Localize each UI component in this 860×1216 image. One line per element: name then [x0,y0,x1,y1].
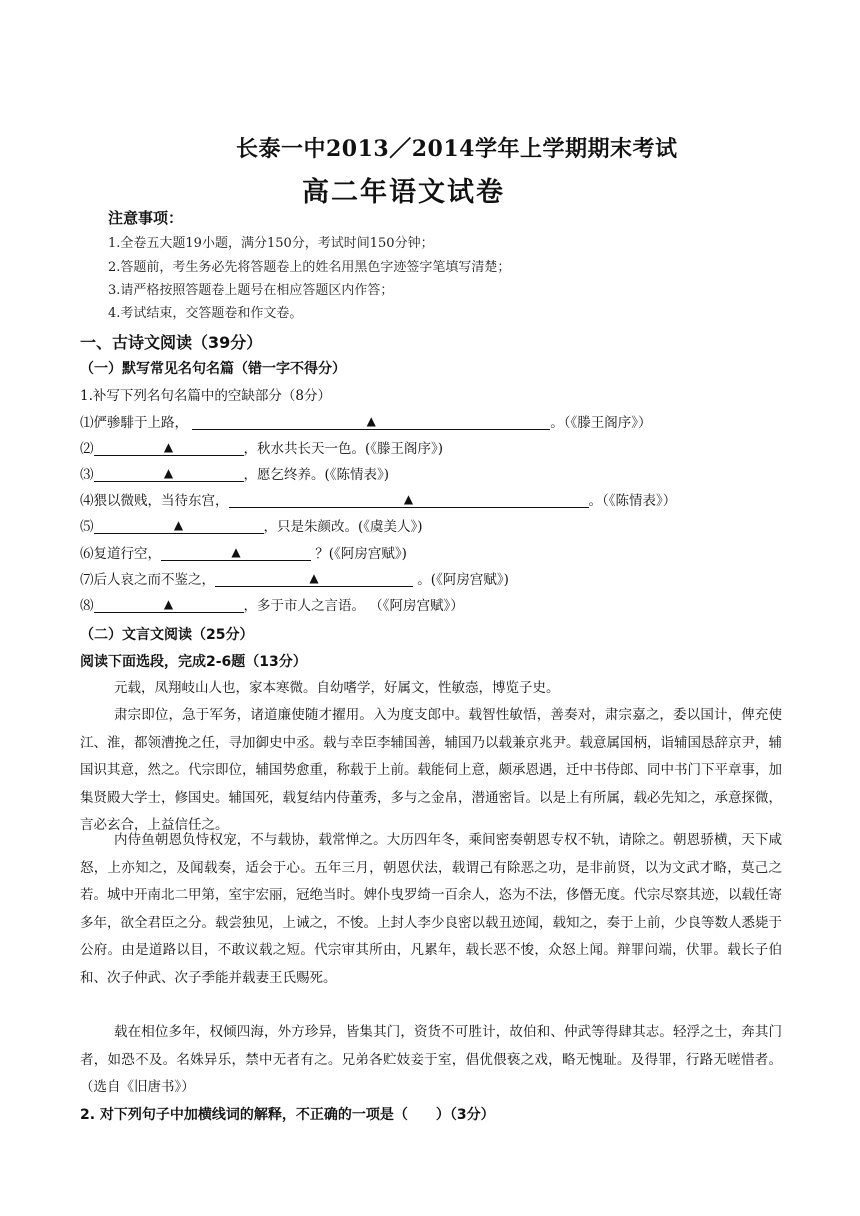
blank-item-1: ⑴俨骖騑于上路， ▲ 。（《滕王阁序》） [80,414,652,431]
notice-item: 2.答题前，考生务必先将答题卷上的姓名用黑色字迹签字笔填写清楚； [108,260,511,275]
part-heading: （二）文言文阅读（25分） [80,627,254,643]
answer-blank[interactable] [229,493,589,508]
answer-blank[interactable] [94,467,244,482]
reading-instruction: 阅读下面选段，完成2-6题（13分） [80,654,307,670]
blank-item-2: ⑵ ▲ ，秋水共长天一色。(《滕王阁序》) [80,440,444,457]
blank-item-7: ⑺后人哀之而不鉴之， ▲ 。(《阿房宫赋》) [80,571,509,588]
question-2: 2. 对下列句子中加横线词的解释，不正确的一项是（ ）（3分） [80,1107,495,1123]
triangle-marker-icon: ▲ [309,571,319,585]
triangle-marker-icon: ▲ [163,597,174,611]
answer-blank[interactable] [94,598,244,613]
passage-paragraph: 元载，凤翔岐山人也，家本寒微。自幼嗜学，好属文，性敏悫，博览子史。 [114,680,560,696]
triangle-marker-icon: ▲ [173,518,184,532]
question-1: 1.补写下列名句名篇中的空缺部分（8分） [80,388,331,404]
section-heading: 一、古诗文阅读（39分） [80,333,263,352]
blank-item-8: ⑻ ▲ ，多于市人之言语。 （《阿房宫赋》） [80,597,464,614]
notice-item: 3.请严格按照答题卷上题号在相应答题区内作答； [108,283,394,298]
blank-item-6: ⑹复道行空， ▲ ？(《阿房宫赋》) [80,545,407,562]
blank-item-5: ⑸ ▲ ，只是朱颜改。(《虞美人》) [80,518,423,535]
triangle-marker-icon: ▲ [163,440,174,454]
notice-heading: 注意事项： [108,209,184,227]
blank-item-4: ⑷猥以微贱，当待东宫， ▲ 。（《陈情表》） [80,492,677,509]
triangle-marker-icon: ▲ [366,414,376,428]
answer-blank[interactable] [94,441,244,456]
passage-paragraph: 肃宗即位，急于军务，诸道廉使随才擢用。入为度支郎中。载智性敏悟，善奏对，肃宗嘉之，委以国计，俾充使江、淮，都领漕挽之任，寻加御史中丞。载与幸臣李辅国善，辅国乃以载兼京兆尹。载意属国柄，诣辅国恳辞京尹，辅国识其意，然之。代宗即位，辅国势愈重，称载于上前。载能伺上意，颇承恩遇，迁中书侍郎、同中书门下平章事，加集贤殿大学士，修国史。辅国死，载复结内侍董秀，多与之金帛，潜通密旨。以是上有所属，载必先知之，承意探微，言必玄合，上益信任之。 [80,707,782,834]
notice-item: 1.全卷五大题19小题，满分150分，考试时间150分钟； [108,236,434,251]
exam-title: 长泰一中2013／2014学年上学期期末考试 [236,136,678,162]
notice-item: 4.考试结束，交答题卷和作文卷。 [108,306,303,321]
passage-paragraph: 内侍鱼朝恩负恃权宠，不与载协，载常惮之。大历四年冬，乘间密奏朝恩专权不轨，请除之。朝恩骄横，天下咸怒，上亦知之，及闻载奏，适会于心。五年三月，朝恩伏法，载谓己有除恶之功，是非前贤，以为文武才略，莫己之若。城中开南北二甲第，室宇宏丽，冠绝当时。婢仆曳罗绮一百余人，恣为不法，侈僭无度。代宗尽察其迹，以载任寄多年，欲全君臣之分。载尝独见，上诫之，不悛。上封人李少良密以载丑迹闻，载知之，奏于上前，少良等数人悉毙于公府。由是道路以目，不敢议载之短。代宗审其所由，凡累年，载长恶不悛，众怒上闻。辩罪问端，伏罪。载长子伯和、次子仲武、次子季能并载妻王氏赐死。 [80,832,782,986]
answer-blank[interactable] [94,519,264,534]
triangle-marker-icon: ▲ [231,545,241,559]
answer-blank[interactable] [215,572,413,587]
triangle-marker-icon: ▲ [163,466,174,480]
passage-paragraph: 载在相位多年，权倾四海，外方珍异，皆集其门，资货不可胜计，故伯和、仲武等得肆其志。轻浮之士，奔其门者，如恐不及。名姝异乐，禁中无者有之。兄弟各贮妓妾于室，倡优偎亵之戏，略无愧耻。及得罪，行路无嗟惜者。 （选自《旧唐书》） [80,1024,782,1096]
blank-item-3: ⑶ ▲ ，愿乞终养。(《陈情表》) [80,466,390,483]
part-heading: （一）默写常见名句名篇（错一字不得分） [80,361,346,377]
exam-subtitle: 高二年语文试卷 [302,177,505,208]
triangle-marker-icon: ▲ [403,492,414,506]
answer-blank[interactable] [192,415,550,430]
answer-blank[interactable] [161,546,311,561]
